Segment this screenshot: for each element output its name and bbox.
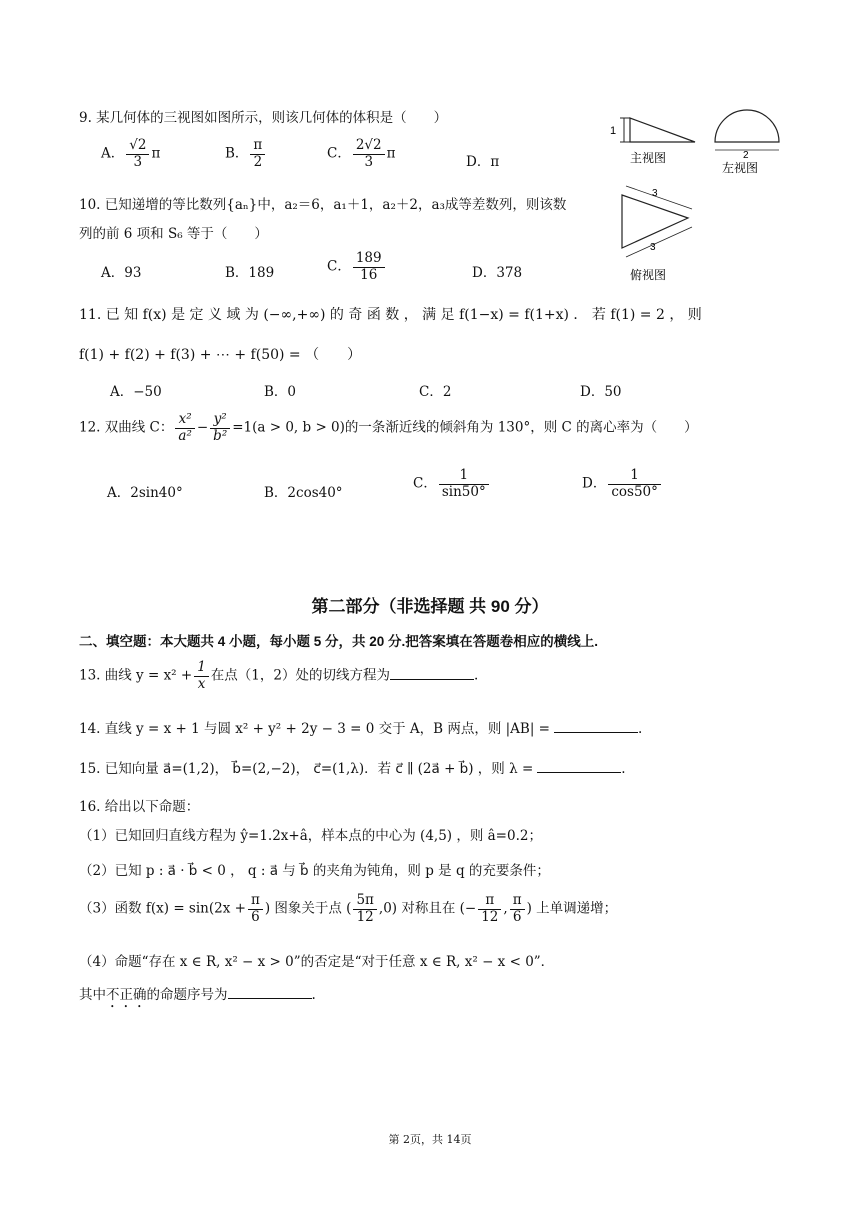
left-view-label: 左视图 bbox=[722, 161, 759, 175]
q16-prop-2: （2）已知 p : a⃗ · b⃗ < 0 ， q : a⃗ 与 b⃗ 的夹角为钝角，则 p 是 q 的充要条件； bbox=[79, 863, 550, 879]
section-heading: 二、填空题：本大题共 4 小题，每小题 5 分，共 20 分.把答案填在答题卷相应的横线上. bbox=[79, 634, 599, 649]
q9-option-c: C． $\frac{2√2}{3}$ π bbox=[327, 137, 396, 170]
q10-option-b: B．189 bbox=[225, 265, 275, 281]
q12-option-d: D． $\frac{1}{\cos 50^\circ}$ bbox=[582, 468, 663, 500]
q11-option-b: B．0 bbox=[264, 384, 297, 400]
q15: 15. 已知向量 a⃗=(1,2)， b⃗=(2,−2)， c⃗=(1,λ)．若 c⃗ ∥ (2a⃗ + b⃗) ，则 λ = . bbox=[79, 761, 626, 777]
top-view bbox=[622, 186, 692, 282]
q10-option-c: C． $\frac{189}{16}$ bbox=[327, 251, 387, 283]
q10-line2: 列的前 6 项和 S₆ 等于（ ） bbox=[79, 226, 268, 242]
q16-prop-1: （1）已知回归直线方程为 ŷ=1.2x+â，样本点的中心为 (4,5) ，则 â=0.2； bbox=[79, 828, 542, 844]
top-view-dim-1: 3 bbox=[652, 188, 658, 199]
q16-prop-4: （4）命题“存在 x ∈ R, x² − x > 0”的否定是“对于任意 x ∈ R, x² − x < 0”． bbox=[79, 954, 555, 970]
q16-answer-blank[interactable] bbox=[228, 986, 312, 999]
front-view bbox=[610, 118, 695, 165]
q16-intro: 16. 给出以下命题： bbox=[79, 799, 200, 815]
q11-line1: 11. 已 知 f(x) 是 定 义 域 为 (−∞,+∞) 的 奇 函 数 ， 满 足 f(1−x) = f(1+x) ． 若 f(1) = 2 ， 则 bbox=[79, 307, 702, 323]
q11-option-c: C．2 bbox=[419, 384, 452, 400]
q12-option-c: C． $\frac{1}{\sin 50^\circ}$ bbox=[413, 468, 491, 500]
q9-option-a: A． $\frac{√2}{3}$ π bbox=[101, 137, 161, 170]
part2-title: 第二部分（非选择题 共 90 分） bbox=[311, 597, 549, 616]
q9-option-b: B． $\frac{\pi}{2}$ bbox=[225, 138, 267, 170]
q10-line1: 10. 已知递增的等比数列{aₙ}中，a₂＝6，a₁＋1，a₂＋2，a₃成等差数列，则该数 bbox=[79, 197, 567, 213]
q9-stem: 9. 某几何体的三视图如图所示，则该几何体的体积是（ ） bbox=[79, 110, 448, 126]
q12-option-b: B．2cos40° bbox=[264, 485, 343, 501]
left-view bbox=[715, 110, 779, 175]
front-view-label: 主视图 bbox=[630, 151, 667, 165]
q14-answer-blank[interactable] bbox=[554, 720, 638, 733]
top-view-dim-2: 3 bbox=[650, 242, 656, 253]
q11-option-d: D．50 bbox=[580, 384, 622, 400]
q9-option-d: D．π bbox=[466, 154, 500, 170]
page-number: 第 2页，共 14页 bbox=[388, 1133, 472, 1146]
q16-prop-3: （3）函数 f(x) = sin(2x + $\frac{\pi}{6}$ ) 图象关于点 ( $\frac{5\pi}{12}$ ,0) 对称且在 (− $\frac{\pi}{12}$ , $\frac{\pi}{6}$ ) 上单调递增； bbox=[79, 892, 618, 925]
q13: 13. 曲线 y = x² + $\frac{1}{x}$ 在点（1，2）处的切线方程为 . bbox=[79, 659, 479, 692]
q14: 14. 直线 y = x + 1 与圆 x² + y² + 2y − 3 = 0 交于 A，B 两点，则 |AB| = . bbox=[79, 721, 643, 737]
three-view-figure bbox=[600, 100, 800, 290]
q10-option-d: D．378 bbox=[472, 265, 523, 281]
q11-line2: f(1) + f(2) + f(3) + ⋯ + f(50) = （ ） bbox=[79, 347, 362, 363]
q16-conclusion: 其中不正确的命题序号为 . bbox=[79, 987, 316, 1003]
q15-answer-blank[interactable] bbox=[537, 760, 621, 773]
top-view-label: 俯视图 bbox=[630, 268, 667, 282]
q13-answer-blank[interactable] bbox=[390, 667, 474, 680]
q10-option-a: A．93 bbox=[101, 265, 142, 281]
front-view-dim: 1 bbox=[610, 125, 617, 137]
q12-option-a: A．2sin40° bbox=[107, 485, 183, 501]
q12-stem: 12. 双曲线 C： $\frac{\text{x²}}{\text{a²}}$ − $\frac{\text{y²}}{\text{b²}}$ =1(a > 0, b > 0)的一条渐近线的倾斜角为 130°，则 C 的离心率为（ ） bbox=[79, 411, 698, 444]
q11-option-a: A．−50 bbox=[110, 384, 162, 400]
left-view-dim: 2 bbox=[743, 150, 749, 161]
